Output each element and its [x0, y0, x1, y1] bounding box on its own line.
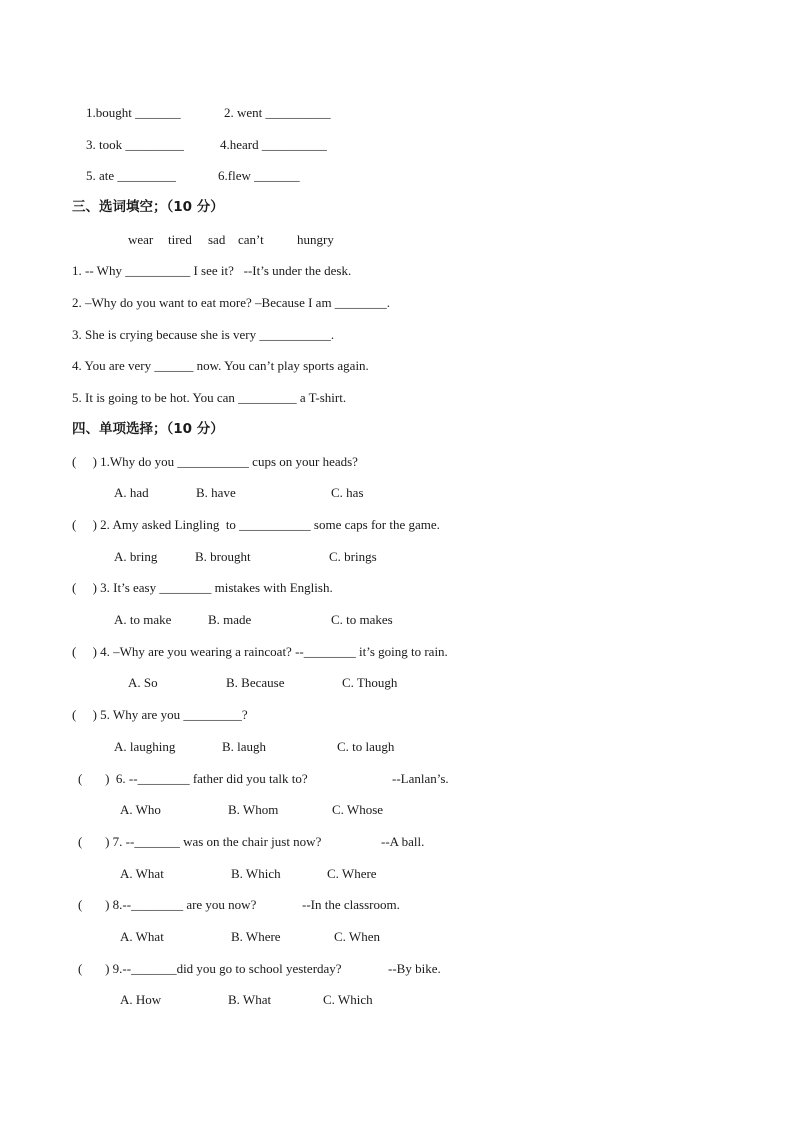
option: C. to makes	[331, 612, 393, 627]
option: B. Whom	[228, 802, 279, 817]
word-bank-item: can’t	[238, 232, 264, 247]
section4-title: 四、单项选择；（10 分）	[72, 421, 224, 437]
section3-title: 三、选词填空；（10 分）	[72, 199, 224, 215]
option: A. laughing	[114, 739, 176, 754]
word-bank-item: hungry	[297, 232, 334, 247]
option: B. Where	[231, 929, 281, 944]
option: A. So	[128, 675, 158, 690]
fill-item-2: 2. –Why do you want to eat more? –Because I am ________.	[72, 295, 391, 310]
option: A. What	[120, 866, 164, 881]
option: C. Where	[327, 866, 377, 881]
fill-item-1: 1. -- Why __________ I see it? --It’s under the desk.	[72, 263, 352, 278]
option: C. Whose	[332, 802, 384, 817]
verb-1: 1.bought _______	[86, 105, 181, 120]
option: C. Which	[323, 992, 373, 1007]
question-2: ( ) 2. Amy asked Lingling to ___________ some caps for the game.	[72, 517, 440, 532]
word-bank-item: sad	[208, 232, 226, 247]
verb-5: 5. ate _________	[86, 168, 176, 183]
option: B. Which	[231, 866, 281, 881]
question-3: ( ) 3. It’s easy ________ mistakes with English.	[72, 580, 333, 595]
question-9: ( ) 9.--_______did you go to school yesterday?	[78, 961, 342, 976]
answer-hint-9: --By bike.	[388, 961, 441, 976]
option: B. Because	[226, 675, 285, 690]
fill-item-4: 4. You are very ______ now. You can’t play sports again.	[72, 358, 369, 373]
question-1: ( ) 1.Why do you ___________ cups on your heads?	[72, 454, 358, 469]
option: C. to laugh	[337, 739, 395, 754]
answer-hint-6: --Lanlan’s.	[392, 771, 449, 786]
question-4: ( ) 4. –Why are you wearing a raincoat? --________ it’s going to rain.	[72, 644, 448, 659]
verb-4: 4.heard __________	[220, 137, 327, 152]
option: B. brought	[195, 549, 251, 564]
option: A. had	[114, 485, 149, 500]
verb-2: 2. went __________	[224, 105, 331, 120]
option: C. has	[331, 485, 364, 500]
option: B. made	[208, 612, 252, 627]
option: C. brings	[329, 549, 377, 564]
option: A. bring	[114, 549, 158, 564]
word-bank-item: wear	[128, 232, 154, 247]
verb-3: 3. took _________	[86, 137, 184, 152]
option: A. What	[120, 929, 164, 944]
option: C. Though	[342, 675, 398, 690]
option: B. have	[196, 485, 236, 500]
option: C. When	[334, 929, 380, 944]
option: A. Who	[120, 802, 161, 817]
question-5: ( ) 5. Why are you _________?	[72, 707, 248, 722]
verb-6: 6.flew _______	[218, 168, 300, 183]
option: B. What	[228, 992, 272, 1007]
answer-hint-7: --A ball.	[381, 834, 425, 849]
fill-item-5: 5. It is going to be hot. You can _________ a T-shirt.	[72, 390, 347, 405]
option: A. to make	[114, 612, 172, 627]
fill-item-3: 3. She is crying because she is very ___________.	[72, 327, 335, 342]
option: A. How	[120, 992, 162, 1007]
option: B. laugh	[222, 739, 267, 754]
question-7: ( ) 7. --_______ was on the chair just now?	[78, 834, 322, 849]
answer-hint-8: --In the classroom.	[302, 897, 400, 912]
question-6: ( ) 6. --________ father did you talk to?	[78, 771, 308, 786]
question-8: ( ) 8.--________ are you now?	[78, 897, 257, 912]
word-bank-item: tired	[168, 232, 192, 247]
